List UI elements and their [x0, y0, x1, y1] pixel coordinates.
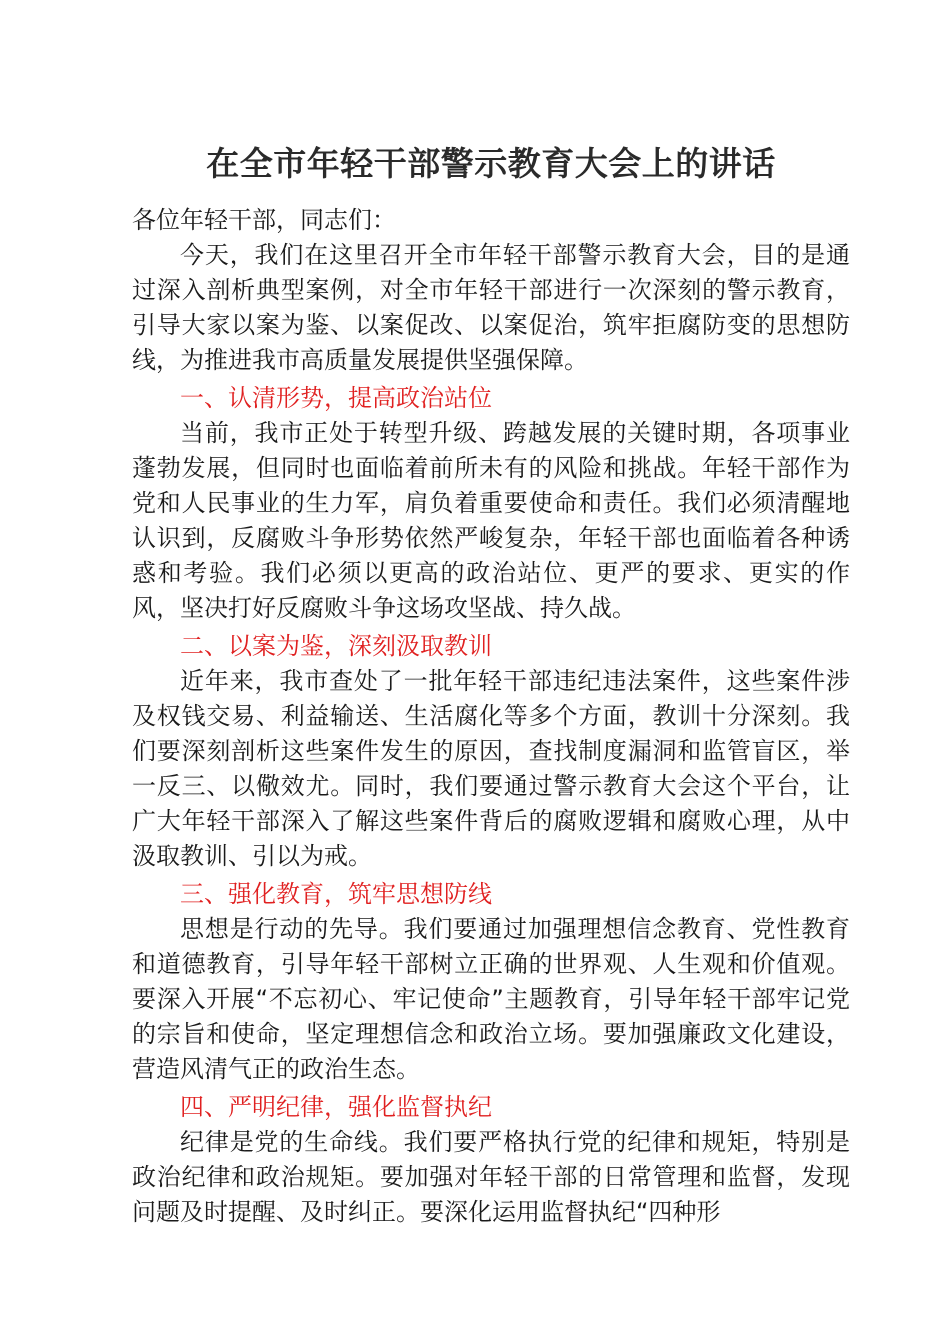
- section-heading-2: 二、以案为鉴，深刻汲取教训: [180, 632, 492, 660]
- section-paragraph-3: 思想是行动的先导。我们要通过加强理想信念教育、党性教育和道德教育，引导年轻干部树立正确的世界观、人生观和价值观。要深入开展“不忘初心、牢记使命”主题教育，引导年轻干部牢记党的宗旨和使命，坚定理想信念和政治立场。要加强廉政文化建设，营造风清气正的政治生态。: [132, 915, 850, 1083]
- section-heading-1: 一、认清形势，提高政治站位: [180, 384, 492, 412]
- document-title: 在全市年轻干部警示教育大会上的讲话: [206, 144, 776, 183]
- intro-paragraph: 今天，我们在这里召开全市年轻干部警示教育大会，目的是通过深入剖析典型案例，对全市年轻干部进行一次深刻的警示教育，引导大家以案为鉴、以案促改、以案促治，筑牢拒腐防变的思想防线，为推进我市高质量发展提供坚强保障。: [132, 241, 850, 374]
- salutation: 各位年轻干部，同志们：: [132, 206, 396, 234]
- section-paragraph-2: 近年来，我市查处了一批年轻干部违纪违法案件，这些案件涉及权钱交易、利益输送、生活腐化等多个方面，教训十分深刻。我们要深刻剖析这些案件发生的原因，查找制度漏洞和监管盲区，举一反三、以儆效尤。同时，我们要通过警示教育大会这个平台，让广大年轻干部深入了解这些案件背后的腐败逻辑和腐败心理，从中汲取教训、引以为戒。: [132, 667, 850, 870]
- section-heading-3: 三、强化教育，筑牢思想防线: [180, 880, 492, 908]
- document-body: [132, 203, 850, 1230]
- section-paragraph-4: 纪律是党的生命线。我们要严格执行党的纪律和规矩，特别是政治纪律和政治规矩。要加强对年轻干部的日常管理和监督，发现问题及时提醒、及时纠正。要深化运用监督执纪“四种形: [132, 1128, 850, 1226]
- section-heading-4: 四、严明纪律，强化监督执纪: [180, 1093, 492, 1121]
- section-paragraph-1: 当前，我市正处于转型升级、跨越发展的关键时期，各项事业蓬勃发展，但同时也面临着前所未有的风险和挑战。年轻干部作为党和人民事业的生力军，肩负着重要使命和责任。我们必须清醒地认识到，反腐败斗争形势依然严峻复杂，年轻干部也面临着各种诱惑和考验。我们必须以更高的政治站位、更严的要求、更实的作风，坚决打好反腐败斗争这场攻坚战、持久战。: [132, 419, 850, 622]
